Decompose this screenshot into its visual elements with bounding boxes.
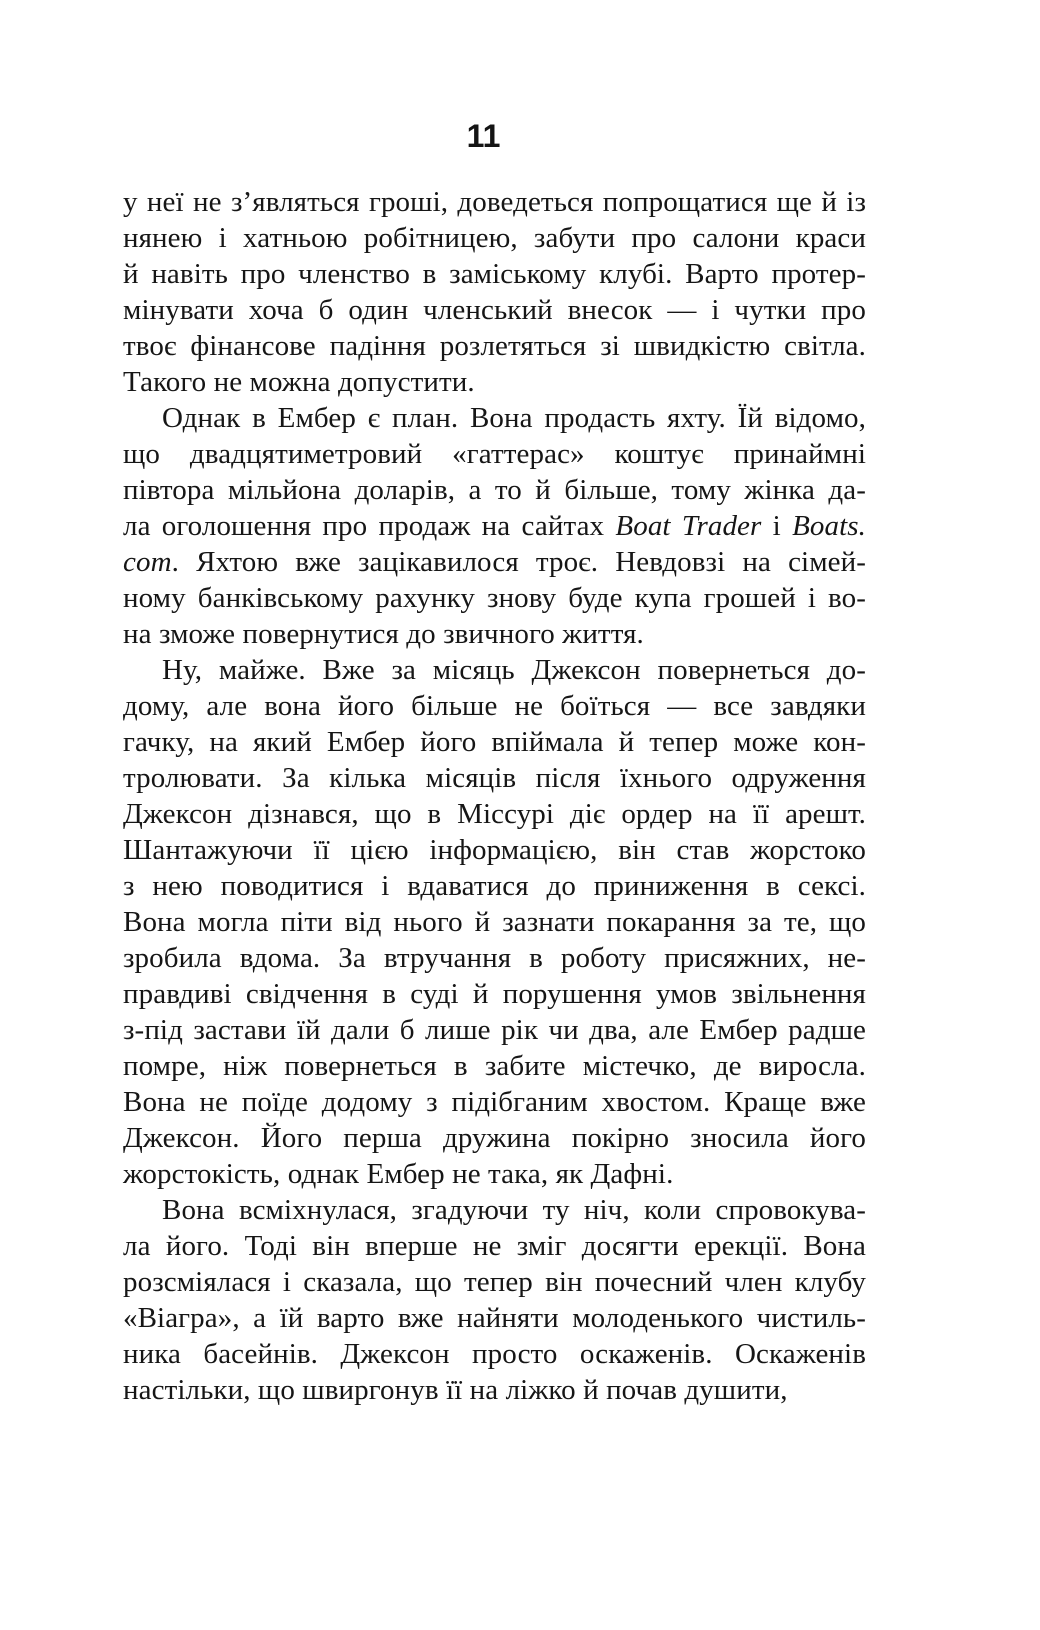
text-segment: мінувати хоча б один членський внесок — і чутки про (123, 294, 866, 326)
text-line (123, 616, 866, 652)
text-segment: півтора мільйона доларів, а то й більше, тому жінка да- (123, 474, 866, 506)
paragraph (123, 184, 866, 400)
text-line (123, 1048, 866, 1084)
text-segment: й навіть про членство в заміському клубі. Варто протер- (123, 258, 866, 290)
text-segment: Вона могла піти від нього й зазнати покарання за те, що (123, 906, 866, 938)
text-line (123, 940, 866, 976)
text-line (123, 724, 866, 760)
text-segment: з-під застави їй дали б лише рік чи два, але Ембер радше (123, 1014, 866, 1046)
page-body (123, 184, 866, 1408)
text-segment: Такого не можна допустити. (123, 366, 475, 398)
text-segment: Джексон. Його перша дружина покірно зносила його (123, 1122, 866, 1154)
text-line (123, 1372, 866, 1408)
page-number: 11 (466, 118, 501, 154)
text-segment: на зможе повернутися до звичного життя. (123, 618, 644, 650)
text-line (123, 580, 866, 616)
text-segment: що двадцятиметровий «гаттерас» коштує принаймні (123, 438, 866, 470)
text-segment: ла оголошення про продаж на сайтах (123, 510, 616, 542)
text-segment: Ну, майже. Вже за місяць Джексон повернеться до- (162, 654, 866, 686)
text-segment: твоє фінансове падіння розлетяться зі швидкістю світла. (123, 330, 866, 362)
text-line (123, 1336, 866, 1372)
text-line (123, 184, 866, 220)
text-segment: жорстокість, однак Ембер не така, як Дафні. (123, 1158, 674, 1190)
text-line (123, 328, 866, 364)
text-segment: Однак в Ембер є план. Вона продасть яхту. Їй відомо, (162, 402, 866, 434)
text-segment: Шантажуючи її цією інформацією, він став жорстоко (123, 834, 866, 866)
text-line (123, 544, 866, 580)
text-segment: . Яхтою вже зацікавилося троє. Невдовзі на сімей- (171, 546, 866, 578)
text-line (123, 1228, 866, 1264)
text-line (123, 652, 866, 688)
text-segment: «Віагра», а їй варто вже найняти молоденького чистиль- (123, 1302, 866, 1334)
paragraph (123, 1192, 866, 1408)
text-line (123, 868, 866, 904)
text-line (123, 472, 866, 508)
text-line (123, 688, 866, 724)
text-line (123, 400, 866, 436)
text-segment: ному банківському рахунку знову буде купа грошей і во- (123, 582, 866, 614)
text-segment: ника басейнів. Джексон просто оскаженів. Оскаженів (123, 1338, 866, 1370)
italic-text-segment: Boats. (792, 510, 866, 542)
text-segment: настільки, що швиргонув її на ліжко й почав душити, (123, 1374, 788, 1406)
text-line (123, 436, 866, 472)
text-segment: розсміялася і сказала, що тепер він почесний член клубу (123, 1266, 866, 1298)
text-line (123, 904, 866, 940)
text-segment: Джексон дізнався, що в Міссурі діє ордер на її арешт. (123, 798, 866, 830)
text-segment: гачку, на який Ембер його впіймала й тепер може кон- (123, 726, 866, 758)
paragraph (123, 652, 866, 1192)
text-line (123, 1120, 866, 1156)
text-line (123, 760, 866, 796)
text-line (123, 1156, 866, 1192)
text-line (123, 976, 866, 1012)
text-segment: Вона всміхнулася, згадуючи ту ніч, коли спровокува- (162, 1194, 866, 1226)
text-segment: нянею і хатньою робітницею, забути про салони краси (123, 222, 866, 254)
text-line (123, 1300, 866, 1336)
text-segment: ла його. Тоді він вперше не зміг досягти ерекції. Вона (123, 1230, 866, 1262)
text-segment: і (761, 510, 793, 542)
italic-text-segment: Boat Trader (615, 510, 762, 542)
text-line (123, 796, 866, 832)
italic-text-segment: com (123, 546, 172, 578)
text-line (123, 832, 866, 868)
text-segment: правдиві свідчення в суді й порушення умов звільнення (123, 978, 866, 1010)
paragraph (123, 400, 866, 652)
text-line (123, 1084, 866, 1120)
text-segment: помре, ніж повернеться в забите містечко, де виросла. (123, 1050, 866, 1082)
text-segment: тролювати. За кілька місяців після їхнього одруження (123, 762, 866, 794)
text-segment: з нею поводитися і вдаватися до приниження в сексі. (123, 870, 866, 902)
text-line (123, 292, 866, 328)
text-line (123, 508, 866, 544)
text-line (123, 1012, 866, 1048)
text-segment: зробила вдома. За втручання в роботу присяжних, не- (123, 942, 866, 974)
text-line (123, 364, 866, 400)
text-segment: у неї не з’являться гроші, доведеться попрощатися ще й із (123, 186, 866, 218)
text-line (123, 256, 866, 292)
text-segment: Вона не поїде додому з підібганим хвостом. Краще вже (123, 1086, 866, 1118)
text-line (123, 220, 866, 256)
text-line (123, 1264, 866, 1300)
text-line (123, 1192, 866, 1228)
text-segment: дому, але вона його більше не боїться — все завдяки (123, 690, 866, 722)
